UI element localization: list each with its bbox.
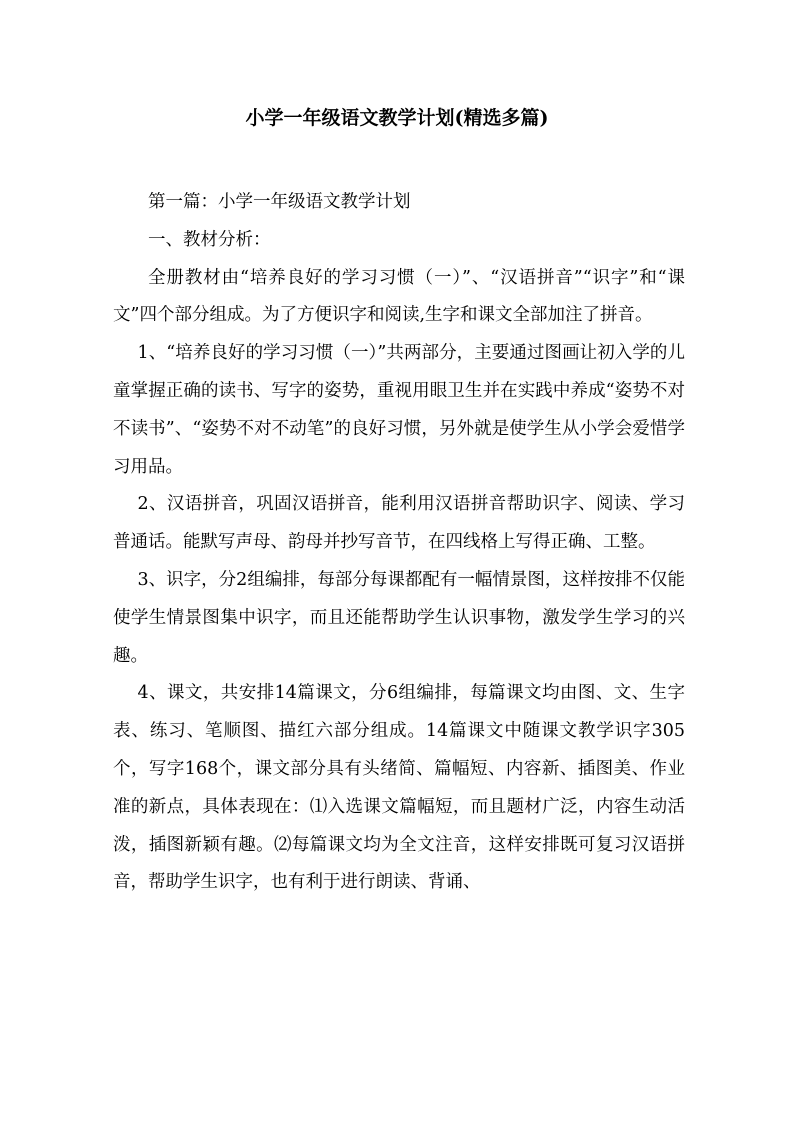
body-paragraph: 2、汉语拼音，巩固汉语拼音，能利用汉语拼音帮助识字、阅读、学习普通话。能默写声母、韵母并抄写音节，在四线格上写得正确、工整。 bbox=[113, 494, 685, 553]
body-paragraph: 1、“培养良好的学习习惯（一）”共两部分，主要通过图画让初入学的儿童掌握正确的读书、写字的姿势，重视用眼卫生并在实践中养成“姿势不对不读书”、“姿势不对不动笔”的良好习惯，另外就是使学生从小学会爱惜学习用品。 bbox=[113, 343, 685, 477]
section-heading: 第一篇：小学一年级语文教学计划 bbox=[148, 192, 411, 212]
subsection-heading: 一、教材分析： bbox=[148, 229, 271, 250]
document-body bbox=[113, 184, 685, 902]
body-paragraph: 4、课文，共安排14篇课文，分6组编排，每篇课文均由图、文、生字表、练习、笔顺图、描红六部分组成。14篇课文中随课文教学识字305个，写字168个，课文部分具有头绪简、篇幅短、内容新、插图美、作业准的新点，具体表现在：⑴入选课文篇幅短，而且题材广泛，内容生动活泼，插图新颖有趣。⑵每篇课文均为全文注音，这样安排既可复习汉语拼音，帮助学生识字，也有利于进行朗读、背诵、 bbox=[113, 683, 685, 893]
document-title: 小学一年级语文教学计划(精选多篇) bbox=[245, 107, 549, 129]
body-paragraph: 3、识字，分2组编排，每部分每课都配有一幅情景图，这样按排不仅能使学生情景图集中识字，而且还能帮助学生认识事物，激发学生学习的兴趣。 bbox=[113, 569, 685, 666]
body-paragraph: 全册教材由“培养良好的学习习惯（一）”、“汉语拼音”“识字”和“课文”四个部分组成。为了方便识字和阅读,生字和课文全部加注了拼音。 bbox=[113, 267, 685, 326]
